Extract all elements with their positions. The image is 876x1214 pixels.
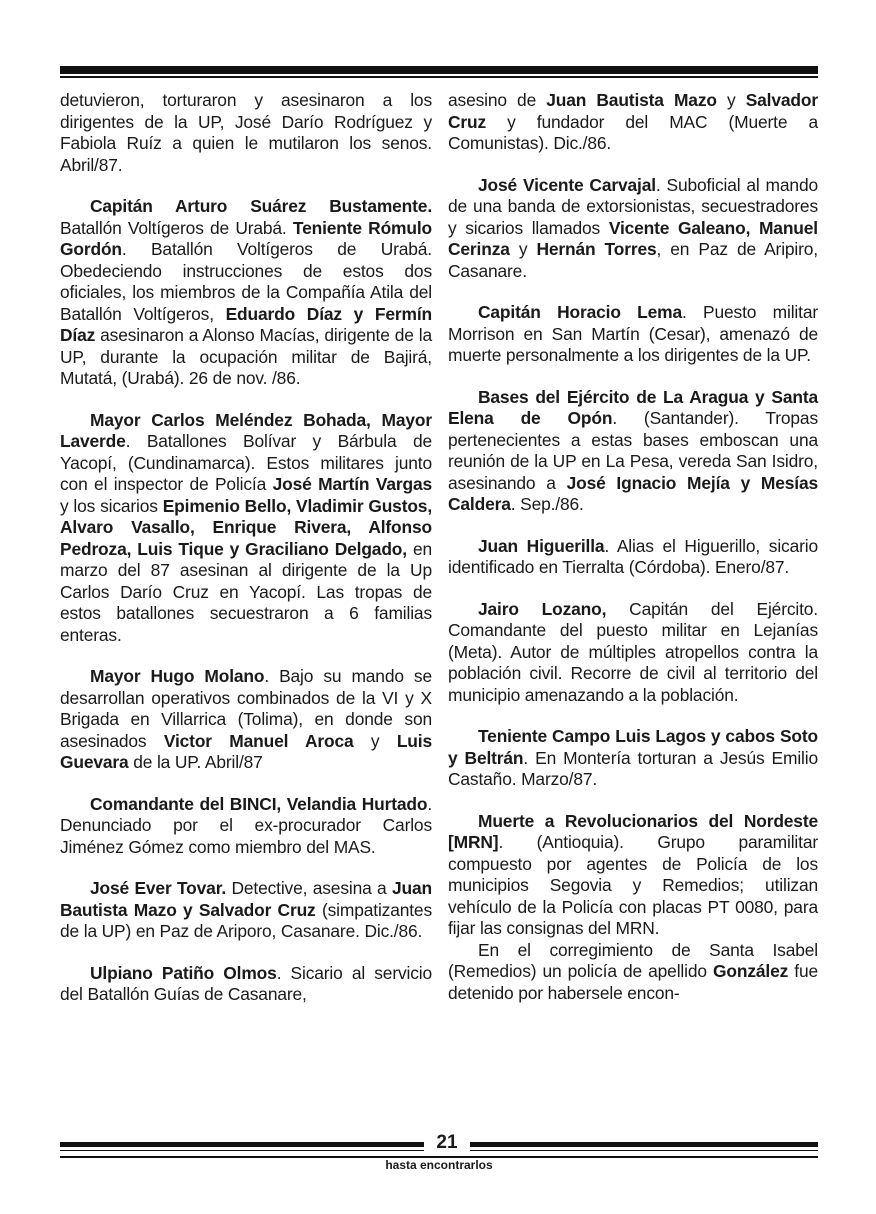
entry-paragraph	[60, 666, 432, 774]
entry-text: en marzo del 87 asesinan al dirigente de la Up Carlos Darío Cruz en Yacopí. Las tropas de estos batallones secuestraron a 6 familias enteras.	[60, 538, 432, 645]
entry-name: José Ignacio Mejía y Mesías Caldera	[448, 472, 818, 514]
entry-paragraph	[448, 302, 818, 367]
entry-text: . Denunciado por el ex-procurador Carlos Jiménez Gómez como miembro del MAS.	[60, 793, 432, 857]
entry-paragraph	[60, 878, 432, 943]
entry-name: Salvador Cruz	[448, 90, 818, 132]
footer-rule-right-thin	[470, 1150, 818, 1151]
entry-name: Muerte a Revolucionarios del Nordeste [MRN]	[448, 810, 818, 852]
entry-text: En el corregimiento de Santa Isabel (Remedios) un policía de apellido	[448, 939, 818, 981]
entry-name: Capitán Arturo Suárez Bustamente.	[90, 196, 432, 216]
entry-name: Bases del Ejército de La Aragua y Santa Elena de Opón	[448, 386, 818, 428]
entry-text: . Puesto militar Morrison en San Martín (Cesar), amenazó de muerte personalmente a los dirigentes de la UP.	[448, 302, 818, 365]
entry-text: . (Antioquia). Grupo paramilitar compuesto por agentes de Policía de los municipios Segovia y Remedios; utilizan vehículo de la Policía con placas PT 0080, para fijar las consignas del MRN.	[448, 832, 818, 938]
page-footer	[60, 1132, 818, 1178]
top-rule-thin	[60, 76, 818, 78]
entry-paragraph	[448, 536, 818, 579]
entry-text: detuvieron, torturaron y asesinaron a los dirigentes de la UP, José Darío Rodríguez y Fabiola Ruíz a quien le mutilaron los senos. Abril/87.	[60, 90, 432, 175]
entry-name: Luis Guevara	[60, 730, 432, 772]
entry-text: (simpatizantes de la UP) en Paz de Ariporo, Casanare. Dic./86.	[60, 899, 432, 941]
entry-text: Batallón Voltígeros de Urabá.	[60, 217, 293, 238]
entry-text: , en Paz de Aripiro, Casanare.	[448, 239, 818, 281]
entry-text: . (Santander). Tropas pertenecientes a estas bases emboscan una reunión de la UP en La Pesa, vereda San Isidro, asesinando a	[448, 408, 818, 493]
entry-text: fue detenido por habersele encon-	[448, 961, 818, 1003]
entry-name: González	[713, 961, 789, 981]
entry-text: . Bajo su mando se desarrollan operativos combinados de la VI y X Brigada en Villarrica (Tolima), en donde son asesinados	[60, 666, 432, 751]
footer-rule-left	[60, 1142, 424, 1147]
entry-name: Mayor Hugo Molano	[90, 666, 265, 686]
entry-text: . Sicario al servicio del Batallón Guías de Casanare,	[60, 962, 432, 1004]
entry-text: Capitán del Ejército. Comandante del puesto militar en Lejanías (Meta). Autor de múltiples atropellos contra la población civil. Recorre de civil al territorio del municipio amenazando a la población.	[448, 598, 818, 705]
entry-name: José Vicente Carvajal	[478, 174, 656, 195]
entry-text: y los sicarios	[60, 495, 163, 516]
entry-name: Mayor Carlos Meléndez Bohada, Mayor Laverde	[60, 409, 432, 451]
entry-name: José Ever Tovar.	[90, 878, 227, 898]
entry-name: Victor Manuel Aroca	[163, 730, 354, 751]
entry-name: Eduardo Díaz y Fermín Díaz	[60, 303, 432, 345]
entry-text: y	[353, 730, 397, 751]
entry-name: Juan Higuerilla	[478, 535, 605, 556]
entry-name: Teniente Rómulo Gordón	[60, 217, 432, 259]
entry-paragraph	[60, 963, 432, 1006]
entry-text: y fundador del MAC (Muerte a Comunistas). Dic./86.	[448, 111, 818, 153]
entry-text: . Sep./86.	[510, 494, 584, 514]
entry-text: y	[509, 239, 537, 259]
entry-name: Comandante del BINCI, Velandia Hurtado	[90, 793, 428, 814]
entry-text: . Batallones Bolívar y Bárbula de Yacopí, (Cundinamarca). Estos militares junto con el inspector de Policía	[60, 431, 432, 494]
right-column	[448, 90, 818, 1024]
entry-paragraph	[448, 599, 818, 707]
entry-text: . Suboficial al mando de una banda de extorsionistas, secuestradores y sicarios llamados	[448, 174, 818, 238]
entry-paragraph	[60, 794, 432, 859]
entry-text: de la UP. Abril/87	[128, 752, 263, 772]
page-number: 21	[436, 1132, 458, 1153]
footer-rule-left-thin	[60, 1150, 424, 1151]
entry-paragraph	[448, 175, 818, 283]
entry-name: Ulpiano Patiño Olmos	[90, 962, 277, 983]
entry-paragraph	[448, 726, 818, 791]
entry-name: Juan Bautista Mazo	[546, 90, 717, 110]
entry-name: Capitán Horacio Lema	[478, 302, 682, 322]
entry-name: Teniente Campo Luis Lagos y cabos Soto y Beltrán	[448, 726, 818, 768]
entry-text: y	[716, 90, 746, 110]
entry-text: . Batallón Voltígeros de Urabá. Obedeciendo instrucciones de estos dos oficiales, los miembros de la Compañía Atila del Batallón Voltígeros,	[60, 239, 432, 324]
footer-rule-right	[470, 1142, 818, 1147]
entry-name: Hernán Torres	[536, 239, 657, 259]
entry-name: Juan Bautista Mazo y Salvador Cruz	[60, 878, 432, 920]
publication-title: hasta encontrarlos	[385, 1158, 493, 1172]
entry-name: Epimenio Bello, Vladimir Gustos, Alvaro Vasallo, Enrique Rivera, Alfonso Pedroza, Luis Tique y Graciliano Delgado,	[60, 495, 433, 559]
entry-name: Jairo Lozano,	[478, 598, 607, 619]
top-rule-thick	[60, 66, 818, 74]
continuation-paragraph	[448, 90, 818, 155]
entry-text: . Alias el Higuerillo, sicario identificado en Tierralta (Córdoba). Enero/87.	[448, 535, 818, 577]
entry-name: José Martín Vargas	[272, 474, 432, 494]
continuation-paragraph	[60, 90, 432, 176]
entry-text: asesinaron a Alonso Macías, dirigente de la UP, durante la ocupación militar de Bajirá, Mutatá, (Urabá). 26 de nov. /86.	[60, 325, 432, 388]
left-column	[60, 90, 432, 1026]
entry-text: asesino de	[448, 90, 547, 110]
entry-paragraph	[60, 196, 432, 390]
entry-text: . En Montería torturan a Jesús Emilio Castaño. Marzo/87.	[448, 747, 818, 789]
entry-text: Detective, asesina a	[226, 878, 392, 898]
entry-name: Vicente Galeano, Manuel Cerinza	[448, 217, 818, 259]
entry-paragraph	[448, 387, 818, 516]
entry-paragraph	[60, 410, 432, 647]
entry-paragraph	[448, 940, 818, 1005]
entry-paragraph	[448, 811, 818, 940]
